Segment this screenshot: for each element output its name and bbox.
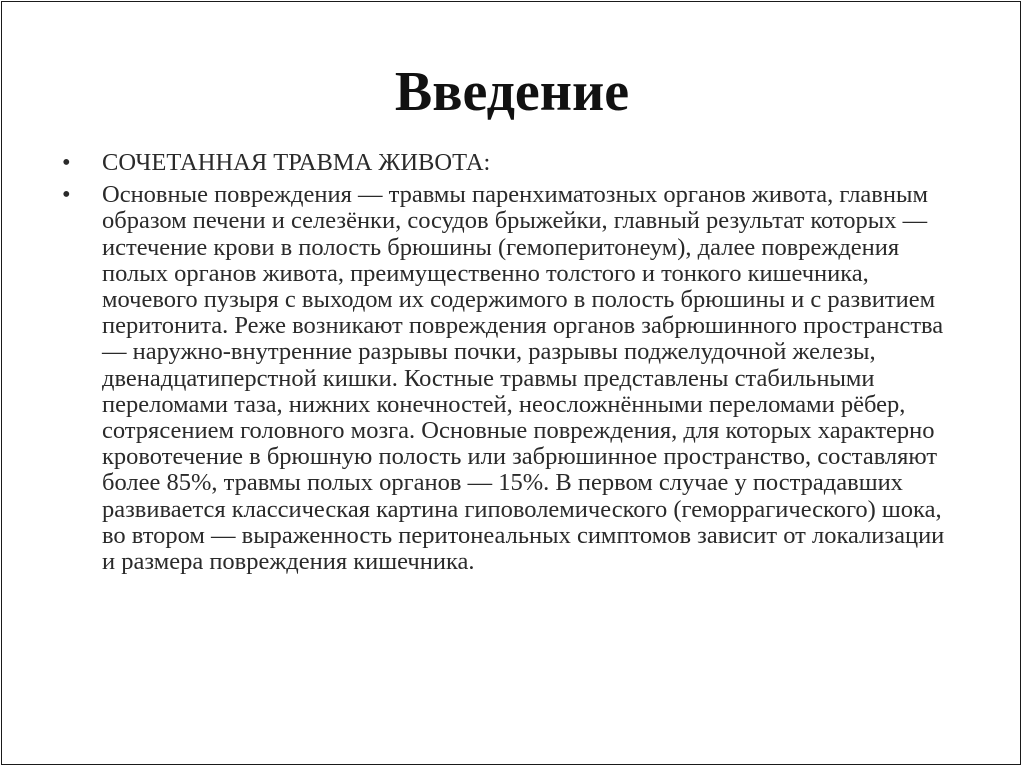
bullet-text: СОЧЕТАННАЯ ТРАВМА ЖИВОТА:	[102, 149, 491, 176]
bullet-item	[58, 182, 958, 575]
bullet-item	[58, 150, 958, 176]
bullet-marker: •	[62, 181, 71, 209]
slide	[1, 1, 1021, 765]
bullet-marker: •	[62, 149, 71, 176]
slide-title: Введение	[394, 61, 630, 123]
bullet-text: Основные повреждения — травмы паренхиматозных органов живота, главным образом печени и селезёнки, сосудов брыжейки, главный результат которых — истечение крови в полость брюшины (гемоперитонеум), далее повреждения полых органов живота, преимущественно толстого и тонкого кишечника, мочевого пузыря с выходом их содержимого в полость брюшины и с развитием перитонита. Реже возникают повреждения органов забрюшинного пространства — наружно-внутренние разрывы почки, разрывы поджелудочной железы, двенадцатиперстной кишки. Костные травмы представлены стабильными переломами таза, нижних конечностей, неосложнёнными переломами рёбер, сотрясением головного мозга. Основные повреждения, для которых характерно кровотечение в брюшную полость или забрюшинное пространство, составляют более 85%, травмы полых органов — 15%. В первом случае у пострадавших развивается классическая картина гиповолемического (геморрагического) шока, во втором — выраженность перитонеальных симптомов зависит от локализации и размера повреждения кишечника.	[102, 181, 945, 576]
bullet-list	[58, 150, 958, 581]
